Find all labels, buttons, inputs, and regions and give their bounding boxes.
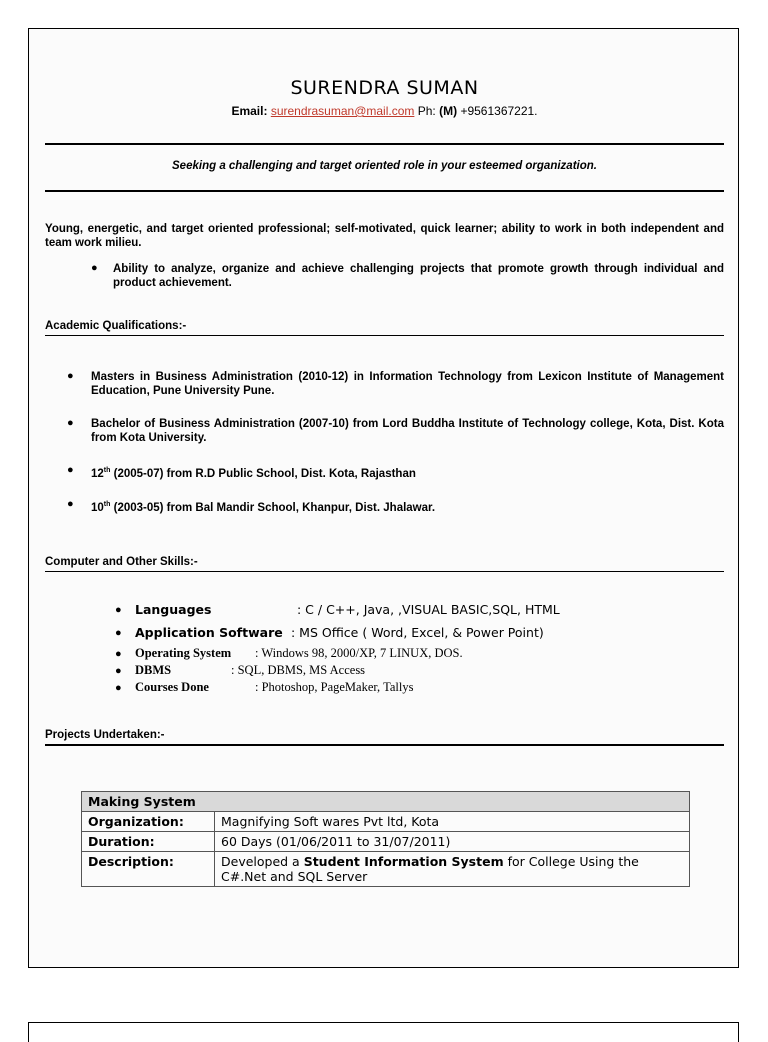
contact-line [29, 104, 740, 118]
skill-dbms [135, 663, 171, 678]
objective: Seeking a challenging and target oriented role in your esteemed organization. [172, 160, 597, 172]
description-label: Description: [82, 852, 215, 887]
summary-bullet: Ability to analyze, organize and achieve challenging projects that promote growth through individual and product achievement. [113, 263, 724, 289]
bullet-dot: ● [67, 370, 74, 382]
academic-item-text: (2005-07) from R.D Public School, Dist. Kota, Rajasthan [113, 467, 416, 480]
table-row [82, 792, 690, 812]
academic-divider [45, 335, 724, 336]
desc-post: for College Using the C#.Net and SQL Server [221, 854, 639, 884]
bullet-dot: ● [67, 464, 74, 476]
phone-prefix: (M) [439, 104, 458, 118]
grade-12: 12 [91, 467, 104, 480]
project-title: Making System [82, 792, 690, 812]
academic-item: Masters in Business Administration (2010-12) in Information Technology from Lexicon Institute of Management Education, Pune University Pune. [91, 371, 724, 397]
next-page-edge [28, 1022, 739, 1042]
organization-value: Magnifying Soft wares Pvt ltd, Kota [215, 812, 690, 832]
skill-label: Languages [135, 602, 212, 617]
email-link[interactable]: surendrasuman@mail.com [270, 104, 415, 118]
desc-pre: Developed a [221, 854, 304, 869]
grade-sup: th [103, 501, 111, 508]
duration-value: 60 Days (01/06/2011 to 31/07/2011) [215, 832, 690, 852]
candidate-name: SURENDRA SUMAN [290, 77, 479, 99]
projects-heading: Projects Undertaken:- [45, 729, 165, 741]
skill-label: DBMS [135, 663, 172, 677]
resume-page [28, 28, 739, 968]
skill-value: : SQL, DBMS, MS Access [231, 663, 366, 677]
grade-sup: th [103, 467, 111, 474]
skill-value: : C / C++, Java, ,VISUAL BASIC,SQL, HTML [297, 602, 560, 617]
skill-languages [135, 602, 211, 617]
skill-label: Application Software [135, 625, 283, 640]
projects-divider [45, 744, 724, 746]
grade-10: 10 [91, 501, 104, 514]
phone-number: +9561367221. [460, 104, 538, 118]
phone-label: Ph: [417, 104, 436, 118]
skill-value: : Windows 98, 2000/XP, 7 LINUX, DOS. [255, 646, 463, 660]
academic-item-12th [91, 464, 724, 481]
bullet-dot: ● [115, 627, 122, 639]
email-label: Email: [231, 104, 268, 118]
table-row [82, 832, 690, 852]
academic-item-text: (2003-05) from Bal Mandir School, Khanpur, Dist. Jhalawar. [113, 501, 436, 514]
skills-divider [45, 571, 724, 572]
bullet-dot: ● [115, 665, 122, 677]
academic-heading: Academic Qualifications:- [45, 320, 187, 332]
bullet-dot: ● [115, 604, 122, 616]
skill-value: : MS Office ( Word, Excel, & Power Point) [291, 625, 544, 640]
table-row [82, 852, 690, 887]
duration-label: Duration: [82, 832, 215, 852]
bullet-dot: ● [67, 417, 74, 429]
skill-os [135, 646, 231, 661]
top-divider [45, 143, 724, 145]
skill-label: Courses Done [135, 680, 209, 694]
desc-bold: Student Information System [303, 854, 504, 869]
skill-label: Operating System [135, 646, 232, 660]
bullet-dot: ● [115, 648, 122, 660]
bullet-dot: ● [91, 262, 98, 274]
summary: Young, energetic, and target oriented professional; self-motivated, quick learner; ability to work in both independent and team work milieu. [45, 223, 724, 249]
table-row [82, 812, 690, 832]
academic-item: Bachelor of Business Administration (2007-10) from Lord Buddha Institute of Technology college, Kota, Dist. Kota from Kota University. [91, 418, 724, 444]
project-table [81, 791, 690, 887]
skill-application [135, 625, 283, 640]
academic-item-10th [91, 498, 724, 515]
description-value [215, 852, 690, 887]
objective-divider [45, 190, 724, 192]
skills-heading: Computer and Other Skills:- [45, 556, 198, 568]
skill-courses [135, 680, 209, 695]
bullet-dot: ● [67, 498, 74, 510]
organization-label: Organization: [82, 812, 215, 832]
bullet-dot: ● [115, 682, 122, 694]
skill-value: : Photoshop, PageMaker, Tallys [255, 680, 414, 694]
